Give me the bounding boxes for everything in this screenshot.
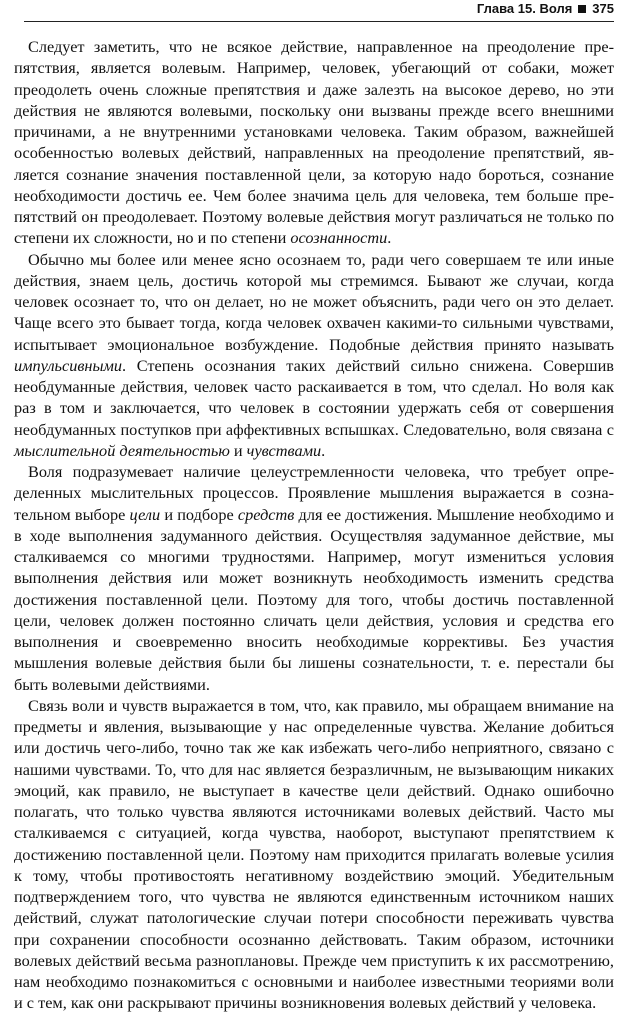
emphasized-term: чувствами	[246, 440, 322, 460]
text-run: .	[321, 440, 326, 460]
text-run: и подборе	[160, 504, 238, 524]
paragraph-1	[14, 36, 614, 249]
body-text	[14, 36, 614, 1014]
text-run: для ее достижения. Мышление необходимо и в ходе выполнения задуманного действия. Осуществляя задуманное действие, мы сталкиваемся со многими трудностями. Например, могут измениться условия выполнения действия или может возникнуть необходимость изменить средства достижения поставленной цели. Поэтому для того, чтобы достичь поставленной цели, человек должен постоянно сличать цели действия, условия и средства его выполнения и своевременно вносить необходимые коррективы. Без участия мышления волевые действия были бы лишены сознательности, т. е. перестали бы быть волевыми действиями.	[14, 504, 614, 694]
text-run: .	[387, 228, 392, 248]
emphasized-term: цели	[129, 504, 161, 524]
paragraph-4	[14, 695, 614, 1014]
text-run: . Степень осознания таких действий сильно снижена. Совершив необдуманные действия, человек часто раскаивается в том, что сделал. Но воля как раз в том и заключается, что человек в состоянии удержать себя от совершения необдуманных поступков при аффективных вспышках. Следовательно, воля связана с	[14, 355, 614, 439]
text-run: Следует заметить, что не всякое действие, направленное на преодоление препятствия, является волевым. Например, человек, убегающий от собаки, может преодолеть очень сложные препятствия и даже залезть на высокое дерево, но эти действия не являются волевыми, поскольку они вызваны прежде всего внешними причинами, а не внутренними установками человека. Таким образом, важнейшей особенностью волевых действий, направленных на преодоление препятствий, является сознание значения поставленной цели, за которую надо бороться, сознание необходимости достичь ее. Чем более значима цель для человека, тем больше препятствий он преодолевает. Поэтому волевые действия могут различаться не только по степени их сложности, но и по степени	[14, 37, 614, 248]
emphasized-term: импульсивными	[14, 355, 123, 375]
text-run: и	[229, 440, 247, 460]
emphasized-term: средств	[237, 504, 295, 524]
emphasized-term: мыслительной деятельностью	[14, 440, 230, 460]
paragraph-2	[14, 249, 614, 462]
running-head	[24, 0, 614, 22]
page-number: 375	[592, 1, 614, 16]
text-run: Воля подразумевает наличие целеустремленности человека, что требует определенных мыслительных процессов. Проявление мышления выражается в сознательном выборе	[14, 462, 614, 524]
text-run: Обычно мы более или менее ясно осознаем то, ради чего совершаем те или иные действия, знаем цель, достичь которой мы стремимся. Бывают же случаи, когда человек осознает то, что он делает, но не может объяснить, ради чего он это делает. Чаще всего это бывает тогда, когда человек охвачен какими-то сильными чувствами, испытывает эмоциональное возбуждение. Подобные действия принято называть	[14, 249, 614, 354]
square-separator-icon	[578, 5, 586, 13]
paragraph-3	[14, 461, 614, 695]
chapter-title: Глава 15. Воля	[476, 1, 573, 16]
emphasized-term: осознанности	[290, 228, 388, 248]
text-run: Связь воли и чувств выражается в том, что, как правило, мы обращаем внимание на предметы и явления, вызывающие у нас определенные чувства. Желание добиться или достичь чего-либо, точно так же как избежать чего-либо неприятного, связано с нашими чувствами. То, что для нас является безразличным, не вызывающим никаких эмоций, как правило, не выступает в качестве цели действий. Однако ошибочно полагать, что только чувства являются источниками волевых действий. Часто мы сталкиваемся с ситуацией, когда чувства, наоборот, выступают препятствием к достижению поставленной цели. Поэтому нам приходится прилагать волевые усилия к тому, чтобы противостоять негативному воздействию эмоций. Убедительным подтверждением того, что чувства не являются единственным источником наших действий, служат патологические случаи потери способности переживать чувства при сохранении способности осознанно действовать. Таким образом, источники волевых действий весьма разноплановы. Прежде чем приступить к их рассмотрению, нам необходимо познакомиться с основными и наиболее известными теориями воли и с тем, как они раскрывают причины возникновения волевых действий у человека.	[14, 695, 614, 1013]
